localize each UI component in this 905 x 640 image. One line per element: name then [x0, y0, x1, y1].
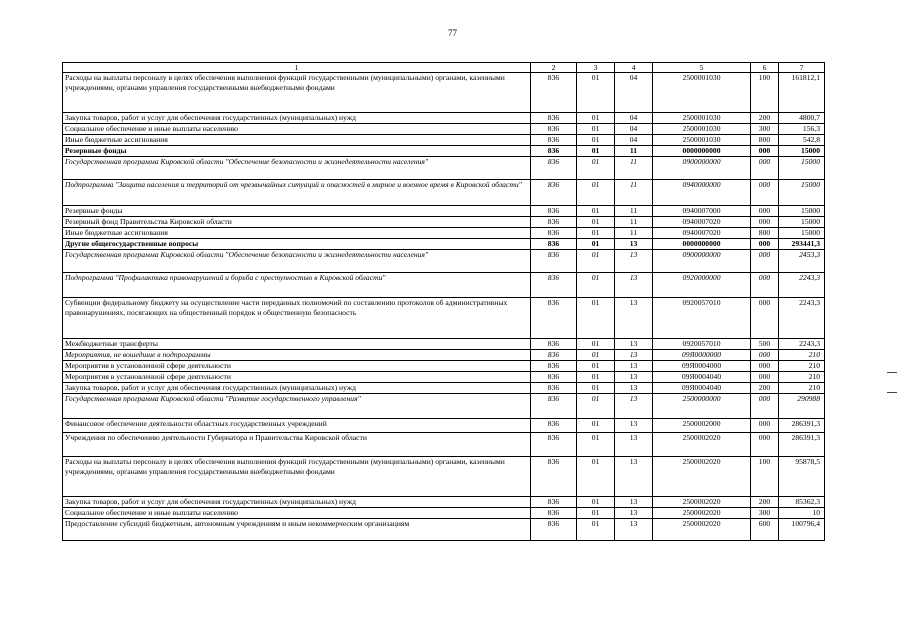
section-code: 01: [577, 180, 615, 206]
table-row: [63, 419, 825, 433]
table-row: [63, 394, 825, 419]
table-row: [63, 228, 825, 239]
amount: 210: [779, 350, 825, 361]
amount: 286391,3: [779, 433, 825, 457]
department-code: 836: [531, 228, 577, 239]
amount: 15000: [779, 157, 825, 180]
table-row: [63, 497, 825, 508]
section-code: 01: [577, 508, 615, 519]
margin-mark: [887, 392, 897, 393]
expense-name: Мероприятия в установленной сфере деятельности: [63, 372, 531, 383]
amount: 156,3: [779, 124, 825, 135]
amount: 100796,4: [779, 519, 825, 541]
expense-name: Социальное обеспечение и иные выплаты населению: [63, 124, 531, 135]
expense-type-code: 000: [751, 157, 779, 180]
subsection-code: 13: [615, 508, 653, 519]
table-row: [63, 339, 825, 350]
subsection-code: 11: [615, 217, 653, 228]
table-row: [63, 383, 825, 394]
amount: 85362,3: [779, 497, 825, 508]
expense-type-code: 000: [751, 433, 779, 457]
amount: 2243,3: [779, 339, 825, 350]
amount: 161812,1: [779, 73, 825, 113]
table-row: [63, 372, 825, 383]
subsection-code: 13: [615, 350, 653, 361]
target-article-code: 0940007020: [653, 217, 751, 228]
margin-mark: [887, 372, 897, 373]
expense-type-code: 200: [751, 497, 779, 508]
section-code: 01: [577, 361, 615, 372]
expense-name: Закупка товаров, работ и услуг для обеспечения государственных (муниципальных) нужд: [63, 113, 531, 124]
expense-type-code: 000: [751, 298, 779, 339]
column-header: 3: [577, 63, 615, 73]
section-code: 01: [577, 124, 615, 135]
subsection-code: 13: [615, 372, 653, 383]
target-article-code: 2500002020: [653, 508, 751, 519]
target-article-code: 2500001030: [653, 135, 751, 146]
table-row: [63, 180, 825, 206]
subsection-code: 13: [615, 250, 653, 273]
amount: 2243,3: [779, 298, 825, 339]
target-article-code: 2500002020: [653, 497, 751, 508]
table-row: [63, 457, 825, 497]
target-article-code: 0920000000: [653, 273, 751, 298]
expense-type-code: 000: [751, 273, 779, 298]
amount: 10: [779, 508, 825, 519]
expense-name: Резервный фонд Правительства Кировской области: [63, 217, 531, 228]
department-code: 836: [531, 298, 577, 339]
section-code: 01: [577, 519, 615, 541]
amount: 15000: [779, 146, 825, 157]
department-code: 836: [531, 339, 577, 350]
subsection-code: 13: [615, 497, 653, 508]
subsection-code: 13: [615, 457, 653, 497]
department-code: 836: [531, 124, 577, 135]
amount: 4800,7: [779, 113, 825, 124]
expense-type-code: 000: [751, 372, 779, 383]
expense-name: Резервные фонды: [63, 206, 531, 217]
expense-name: Подпрограмма "Профилактика правонарушений и борьба с преступностью в Кировской области": [63, 273, 531, 298]
department-code: 836: [531, 113, 577, 124]
amount: 15000: [779, 217, 825, 228]
section-code: 01: [577, 394, 615, 419]
section-code: 01: [577, 273, 615, 298]
table-row: [63, 273, 825, 298]
target-article-code: 0940007020: [653, 228, 751, 239]
subsection-code: 11: [615, 146, 653, 157]
amount: 210: [779, 383, 825, 394]
expense-type-code: 800: [751, 135, 779, 146]
target-article-code: 2500001030: [653, 113, 751, 124]
section-code: 01: [577, 372, 615, 383]
department-code: 836: [531, 394, 577, 419]
section-code: 01: [577, 146, 615, 157]
subsection-code: 13: [615, 273, 653, 298]
amount: 2243,3: [779, 273, 825, 298]
expense-name: Мероприятия в установленной сфере деятельности: [63, 361, 531, 372]
amount: 210: [779, 361, 825, 372]
column-header: 2: [531, 63, 577, 73]
expense-type-code: 000: [751, 350, 779, 361]
expense-name: Подпрограмма "Защита населения и территорий от чрезвычайных ситуаций и опасностей в мирное и военное время в Кировской области": [63, 180, 531, 206]
amount: 542,8: [779, 135, 825, 146]
section-code: 01: [577, 433, 615, 457]
expense-type-code: 000: [751, 394, 779, 419]
target-article-code: 09Я0004040: [653, 372, 751, 383]
subsection-code: 11: [615, 228, 653, 239]
amount: 15000: [779, 206, 825, 217]
expense-type-code: 200: [751, 113, 779, 124]
expense-name: Расходы на выплаты персоналу в целях обеспечения выполнения функций государственными (муниципальными) органами, казенными учреждениями, органами управления государственными внебюджетными фондами: [63, 457, 531, 497]
expense-name: Учреждения по обеспечению деятельности Губернатора и Правительства Кировской области: [63, 433, 531, 457]
subsection-code: 04: [615, 113, 653, 124]
amount: 286391,3: [779, 419, 825, 433]
expense-type-code: 000: [751, 217, 779, 228]
column-header: 4: [615, 63, 653, 73]
section-code: 01: [577, 113, 615, 124]
target-article-code: 2500002020: [653, 433, 751, 457]
section-code: 01: [577, 298, 615, 339]
department-code: 836: [531, 497, 577, 508]
expense-name: Резервные фонды: [63, 146, 531, 157]
expense-name: Государственная программа Кировской области "Обеспечение безопасности и жизнедеятельности населения": [63, 250, 531, 273]
subsection-code: 04: [615, 135, 653, 146]
expense-name: Закупка товаров, работ и услуг для обеспечения государственных (муниципальных) нужд: [63, 383, 531, 394]
subsection-code: 04: [615, 73, 653, 113]
expense-type-code: 000: [751, 361, 779, 372]
amount: 15000: [779, 180, 825, 206]
section-code: 01: [577, 73, 615, 113]
department-code: 836: [531, 508, 577, 519]
section-code: 01: [577, 206, 615, 217]
table-row: [63, 113, 825, 124]
section-code: 01: [577, 239, 615, 250]
expense-type-code: 600: [751, 519, 779, 541]
department-code: 836: [531, 180, 577, 206]
department-code: 836: [531, 206, 577, 217]
amount: 293441,3: [779, 239, 825, 250]
table-row: [63, 73, 825, 113]
subsection-code: 13: [615, 339, 653, 350]
department-code: 836: [531, 250, 577, 273]
department-code: 836: [531, 372, 577, 383]
subsection-code: 11: [615, 206, 653, 217]
target-article-code: 0940000000: [653, 180, 751, 206]
expense-name: Межбюджетные трансферты: [63, 339, 531, 350]
table-row: [63, 217, 825, 228]
expense-type-code: 000: [751, 206, 779, 217]
expense-name: Финансовое обеспечение деятельности областных государственных учреждений: [63, 419, 531, 433]
table-row: [63, 350, 825, 361]
table-row: [63, 250, 825, 273]
subsection-code: 11: [615, 157, 653, 180]
expense-type-code: 300: [751, 508, 779, 519]
amount: 290988: [779, 394, 825, 419]
target-article-code: 09Я0004000: [653, 361, 751, 372]
target-article-code: 2500001030: [653, 124, 751, 135]
expense-type-code: 000: [751, 250, 779, 273]
amount: 95878,5: [779, 457, 825, 497]
expense-type-code: 000: [751, 180, 779, 206]
expense-type-code: 000: [751, 146, 779, 157]
department-code: 836: [531, 239, 577, 250]
table-row: [63, 124, 825, 135]
subsection-code: 13: [615, 383, 653, 394]
target-article-code: 09Я0004040: [653, 383, 751, 394]
column-header: 7: [779, 63, 825, 73]
department-code: 836: [531, 519, 577, 541]
expense-name: Расходы на выплаты персоналу в целях обеспечения выполнения функций государственными (муниципальными) органами, казенными учреждениями, органами управления государственными внебюджетными фондами: [63, 73, 531, 113]
amount: 210: [779, 372, 825, 383]
section-code: 01: [577, 383, 615, 394]
subsection-code: 13: [615, 419, 653, 433]
expense-name: Субвенции федеральному бюджету на осуществление части переданных полномочий по составлению протоколов об административных правонарушениях, посягающих на общественный порядок и общественную безопасность: [63, 298, 531, 339]
target-article-code: 2500002020: [653, 519, 751, 541]
expense-name: Мероприятия, не вошедшие в подпрограммы: [63, 350, 531, 361]
column-number-row: [63, 63, 825, 73]
subsection-code: 13: [615, 433, 653, 457]
section-code: 01: [577, 135, 615, 146]
department-code: 836: [531, 146, 577, 157]
table-row: [63, 519, 825, 541]
subsection-code: 13: [615, 239, 653, 250]
target-article-code: 0900000000: [653, 250, 751, 273]
section-code: 01: [577, 339, 615, 350]
section-code: 01: [577, 157, 615, 180]
table-row: [63, 135, 825, 146]
expense-type-code: 200: [751, 383, 779, 394]
table-row: [63, 206, 825, 217]
expense-type-code: 800: [751, 228, 779, 239]
expense-type-code: 100: [751, 457, 779, 497]
department-code: 836: [531, 217, 577, 228]
expense-name: Социальное обеспечение и иные выплаты населению: [63, 508, 531, 519]
section-code: 01: [577, 228, 615, 239]
department-code: 836: [531, 361, 577, 372]
expense-type-code: 500: [751, 339, 779, 350]
target-article-code: 09Я0000000: [653, 350, 751, 361]
table-row: [63, 361, 825, 372]
target-article-code: 2500001030: [653, 73, 751, 113]
expense-name: Закупка товаров, работ и услуг для обеспечения государственных (муниципальных) нужд: [63, 497, 531, 508]
amount: 15000: [779, 228, 825, 239]
section-code: 01: [577, 457, 615, 497]
department-code: 836: [531, 273, 577, 298]
target-article-code: 0000000000: [653, 146, 751, 157]
section-code: 01: [577, 419, 615, 433]
department-code: 836: [531, 383, 577, 394]
department-code: 836: [531, 350, 577, 361]
page-number: 77: [448, 28, 457, 38]
table-row: [63, 433, 825, 457]
expense-type-code: 000: [751, 239, 779, 250]
subsection-code: 13: [615, 394, 653, 419]
section-code: 01: [577, 217, 615, 228]
target-article-code: 2500000000: [653, 394, 751, 419]
expense-type-code: 000: [751, 419, 779, 433]
expense-type-code: 300: [751, 124, 779, 135]
table-row: [63, 239, 825, 250]
table-row: [63, 508, 825, 519]
department-code: 836: [531, 73, 577, 113]
target-article-code: 2500002000: [653, 419, 751, 433]
target-article-code: 0900000000: [653, 157, 751, 180]
department-code: 836: [531, 157, 577, 180]
section-code: 01: [577, 497, 615, 508]
target-article-code: 2500002020: [653, 457, 751, 497]
table-row: [63, 146, 825, 157]
department-code: 836: [531, 433, 577, 457]
department-code: 836: [531, 457, 577, 497]
expense-name: Иные бюджетные ассигнования: [63, 228, 531, 239]
subsection-code: 13: [615, 298, 653, 339]
subsection-code: 04: [615, 124, 653, 135]
subsection-code: 11: [615, 180, 653, 206]
target-article-code: 0920057010: [653, 339, 751, 350]
table-row: [63, 298, 825, 339]
section-code: 01: [577, 350, 615, 361]
column-header: 5: [653, 63, 751, 73]
section-code: 01: [577, 250, 615, 273]
department-code: 836: [531, 419, 577, 433]
table-row: [63, 157, 825, 180]
target-article-code: 0920057010: [653, 298, 751, 339]
expense-type-code: 100: [751, 73, 779, 113]
subsection-code: 13: [615, 361, 653, 372]
expense-name: Государственная программа Кировской области "Обеспечение безопасности и жизнедеятельности населения": [63, 157, 531, 180]
expense-name: Другие общегосударственные вопросы: [63, 239, 531, 250]
expense-name: Государственная программа Кировской области "Развитие государственного управления": [63, 394, 531, 419]
budget-table: [62, 62, 825, 541]
target-article-code: 0000000000: [653, 239, 751, 250]
subsection-code: 13: [615, 519, 653, 541]
column-header: 6: [751, 63, 779, 73]
target-article-code: 0940007000: [653, 206, 751, 217]
amount: 2453,3: [779, 250, 825, 273]
column-header: 1: [63, 63, 531, 73]
expense-name: Иные бюджетные ассигнования: [63, 135, 531, 146]
expense-name: Предоставление субсидий бюджетным, автономным учреждениям и иным некоммерческим организациям: [63, 519, 531, 541]
department-code: 836: [531, 135, 577, 146]
